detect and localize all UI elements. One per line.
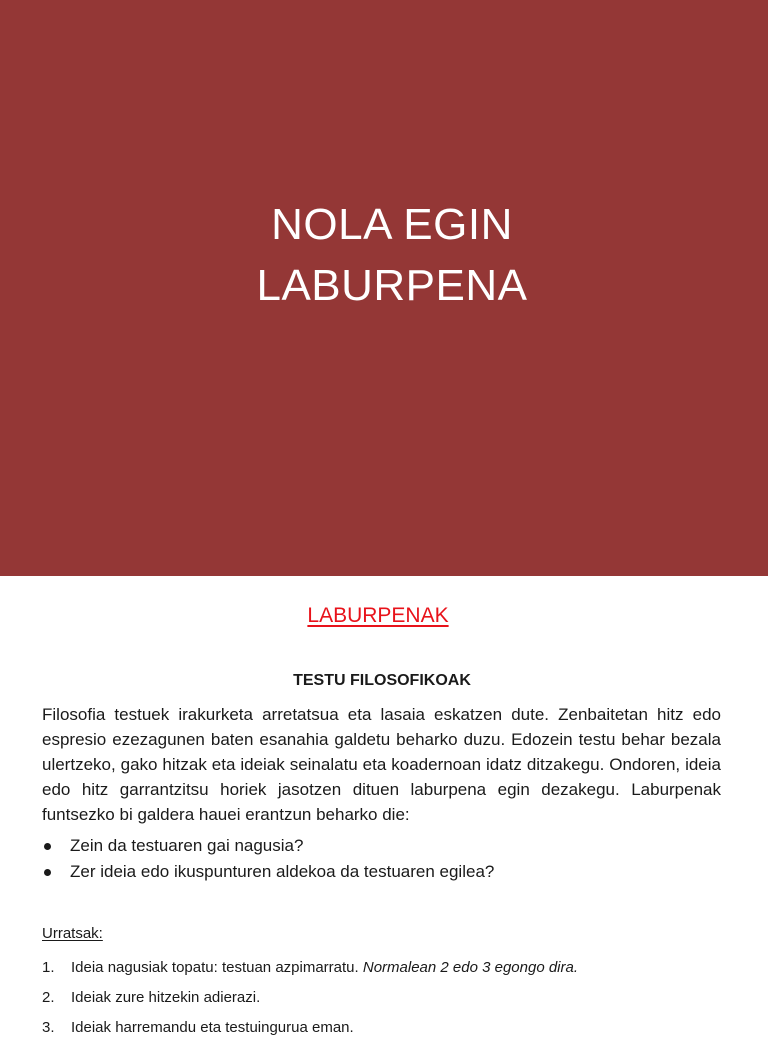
question-text: Zer ideia edo ikuspunturen aldekoa da testuaren egilea? (70, 862, 495, 881)
question-list (42, 833, 721, 885)
step-text: Ideiak harremandu eta testuingurua eman. (71, 1019, 354, 1036)
document-page (0, 576, 768, 1036)
step-note: Normalean 2 edo 3 egongo dira. (362, 959, 579, 976)
step-text: Ideiak zure hitzekin adierazi. (71, 989, 261, 1006)
question-text: Zein da testuaren gai nagusia? (70, 836, 304, 855)
step-text: Ideia nagusiak topatu: testuan azpimarratu. (71, 959, 363, 976)
list-item (42, 983, 732, 1013)
bullet-icon (44, 869, 51, 876)
steps-list (42, 953, 732, 1043)
step-number: 1. (42, 959, 55, 976)
list-item (42, 953, 732, 983)
list-item (42, 1013, 732, 1043)
intro-paragraph: Filosofia testuek irakurketa arretatsua eta lasaia eskatzen dute. Zenbaitetan hitz edo espresio ezezagunen baten esanahia galdetu beharko duzu. Edozein testu behar bezala ulertzeko, gako hitzak eta ideiak seinalatu eta koadernoan idatz ditzakegu. Ondoren, ideia edo hitz garrantzitsu horiek jasotzen dituen laburpena egin dezakegu. Laburpenak funtsezko bi galdera hauei erantzun beharko die: (42, 705, 721, 824)
cover-title-line-1: NOLA EGIN (271, 200, 513, 249)
list-item (42, 833, 721, 859)
cover-title (0, 194, 768, 316)
step-number: 2. (42, 989, 55, 1006)
list-item (42, 859, 721, 885)
section-heading: LABURPENAK (307, 604, 449, 627)
bullet-icon (44, 843, 51, 850)
steps-label: Urratsak: (42, 925, 103, 942)
section-subheading: TESTU FILOSOFIKOAK (293, 672, 471, 689)
cover-title-line-2: LABURPENA (256, 261, 528, 310)
step-number: 3. (42, 1019, 55, 1036)
